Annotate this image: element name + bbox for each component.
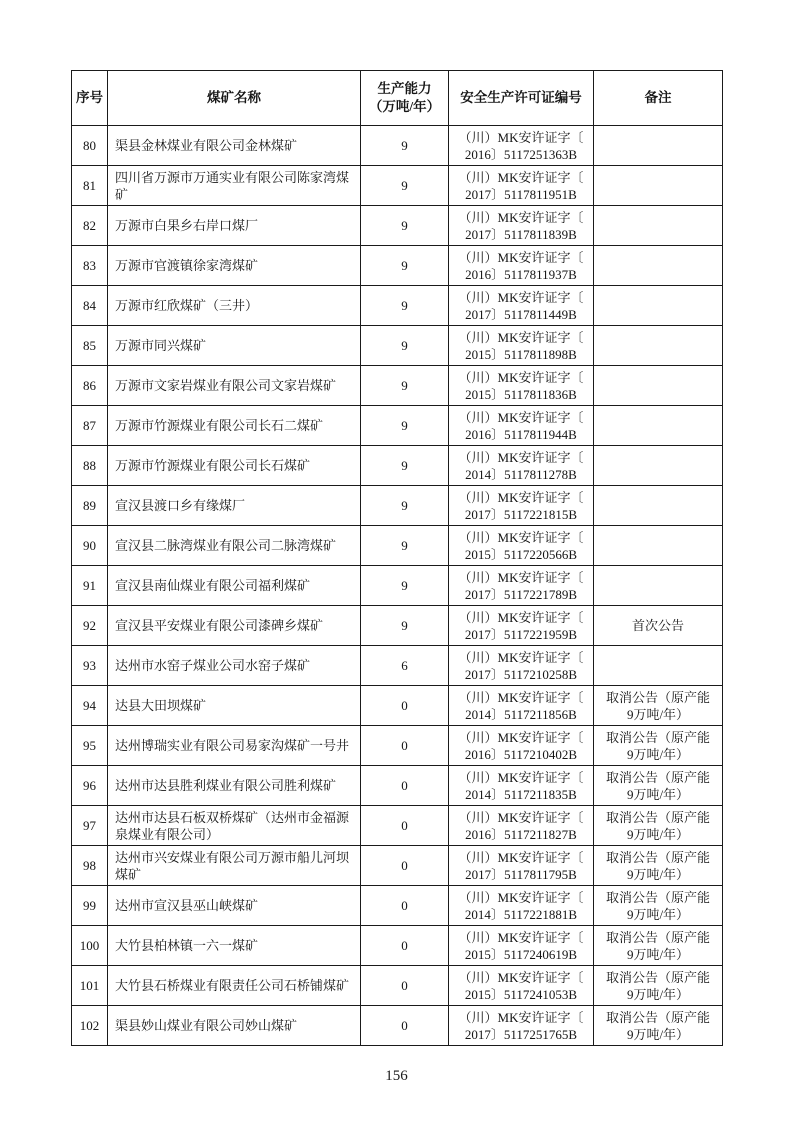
cell-remark: 取消公告（原产能9万吨/年） xyxy=(594,846,723,886)
cell-remark xyxy=(594,646,723,686)
cell-seq: 83 xyxy=(72,246,108,286)
cell-mine-name: 达州市达县胜利煤业有限公司胜利煤矿 xyxy=(108,766,361,806)
header-capacity-line2: （万吨/年） xyxy=(368,99,441,114)
cell-seq: 90 xyxy=(72,526,108,566)
cell-capacity: 9 xyxy=(361,366,449,406)
cell-mine-name: 达州市宣汉县巫山峡煤矿 xyxy=(108,886,361,926)
cell-capacity: 9 xyxy=(361,486,449,526)
cell-seq: 82 xyxy=(72,206,108,246)
page-number: 156 xyxy=(385,1068,408,1084)
cell-mine-name: 大竹县石桥煤业有限责任公司石桥铺煤矿 xyxy=(108,966,361,1006)
table-row xyxy=(72,1006,723,1046)
table-row xyxy=(72,366,723,406)
cell-remark: 首次公告 xyxy=(594,606,723,646)
cell-capacity: 9 xyxy=(361,286,449,326)
table-row xyxy=(72,246,723,286)
cell-remark xyxy=(594,406,723,446)
cell-capacity: 9 xyxy=(361,566,449,606)
cell-license: （川）MK安许证字〔 2014〕5117221881B xyxy=(449,886,594,926)
table-row xyxy=(72,446,723,486)
cell-seq: 86 xyxy=(72,366,108,406)
cell-remark xyxy=(594,326,723,366)
cell-license: （川）MK安许证字〔 2017〕5117811449B xyxy=(449,286,594,326)
cell-capacity: 0 xyxy=(361,806,449,846)
cell-remark xyxy=(594,566,723,606)
table-row xyxy=(72,326,723,366)
table-row xyxy=(72,526,723,566)
cell-seq: 89 xyxy=(72,486,108,526)
cell-mine-name: 宣汉县平安煤业有限公司漆碑乡煤矿 xyxy=(108,606,361,646)
table-row xyxy=(72,686,723,726)
cell-seq: 98 xyxy=(72,846,108,886)
table-row xyxy=(72,406,723,446)
cell-mine-name: 达州市兴安煤业有限公司万源市船儿河坝煤矿 xyxy=(108,846,361,886)
table-row xyxy=(72,606,723,646)
cell-remark xyxy=(594,126,723,166)
cell-capacity: 0 xyxy=(361,926,449,966)
cell-mine-name: 渠县金林煤业有限公司金林煤矿 xyxy=(108,126,361,166)
cell-license: （川）MK安许证字〔 2017〕5117221815B xyxy=(449,486,594,526)
cell-seq: 102 xyxy=(72,1006,108,1046)
cell-license: （川）MK安许证字〔 2014〕5117811278B xyxy=(449,446,594,486)
cell-mine-name: 万源市红欣煤矿（三井） xyxy=(108,286,361,326)
cell-license: （川）MK安许证字〔 2014〕5117211835B xyxy=(449,766,594,806)
table-row xyxy=(72,846,723,886)
table-row xyxy=(72,766,723,806)
cell-mine-name: 大竹县柏林镇一六一煤矿 xyxy=(108,926,361,966)
cell-seq: 88 xyxy=(72,446,108,486)
header-capacity xyxy=(361,71,449,126)
cell-seq: 80 xyxy=(72,126,108,166)
table-row xyxy=(72,286,723,326)
cell-seq: 99 xyxy=(72,886,108,926)
cell-mine-name: 万源市竹源煤业有限公司长石煤矿 xyxy=(108,446,361,486)
cell-license: （川）MK安许证字〔 2016〕5117811937B xyxy=(449,246,594,286)
table-row xyxy=(72,726,723,766)
cell-seq: 91 xyxy=(72,566,108,606)
table-row xyxy=(72,206,723,246)
cell-mine-name: 万源市同兴煤矿 xyxy=(108,326,361,366)
cell-license: （川）MK安许证字〔 2015〕5117241053B xyxy=(449,966,594,1006)
cell-seq: 96 xyxy=(72,766,108,806)
cell-license: （川）MK安许证字〔 2015〕5117240619B xyxy=(449,926,594,966)
cell-license: （川）MK安许证字〔 2017〕5117811951B xyxy=(449,166,594,206)
cell-mine-name: 渠县妙山煤业有限公司妙山煤矿 xyxy=(108,1006,361,1046)
cell-capacity: 0 xyxy=(361,966,449,1006)
cell-seq: 84 xyxy=(72,286,108,326)
cell-capacity: 9 xyxy=(361,166,449,206)
cell-license: （川）MK安许证字〔 2015〕5117811836B xyxy=(449,366,594,406)
cell-mine-name: 万源市竹源煤业有限公司长石二煤矿 xyxy=(108,406,361,446)
cell-mine-name: 达州博瑞实业有限公司易家沟煤矿一号井 xyxy=(108,726,361,766)
cell-license: （川）MK安许证字〔 2016〕5117211827B xyxy=(449,806,594,846)
header-capacity-line1: 生产能力 xyxy=(377,81,432,96)
cell-capacity: 9 xyxy=(361,446,449,486)
cell-mine-name: 达州市水窑子煤业公司水窑子煤矿 xyxy=(108,646,361,686)
table-row xyxy=(72,966,723,1006)
table-row xyxy=(72,806,723,846)
cell-capacity: 9 xyxy=(361,126,449,166)
cell-seq: 101 xyxy=(72,966,108,1006)
cell-capacity: 9 xyxy=(361,246,449,286)
cell-capacity: 0 xyxy=(361,886,449,926)
cell-remark: 取消公告（原产能9万吨/年） xyxy=(594,806,723,846)
cell-license: （川）MK安许证字〔 2014〕5117211856B xyxy=(449,686,594,726)
cell-license: （川）MK安许证字〔 2016〕5117251363B xyxy=(449,126,594,166)
cell-remark xyxy=(594,526,723,566)
cell-capacity: 9 xyxy=(361,606,449,646)
cell-remark: 取消公告（原产能9万吨/年） xyxy=(594,766,723,806)
cell-remark: 取消公告（原产能9万吨/年） xyxy=(594,686,723,726)
cell-remark xyxy=(594,286,723,326)
header-seq: 序号 xyxy=(72,71,108,126)
cell-license: （川）MK安许证字〔 2017〕5117251765B xyxy=(449,1006,594,1046)
cell-seq: 100 xyxy=(72,926,108,966)
cell-seq: 81 xyxy=(72,166,108,206)
table-header-row xyxy=(72,71,723,126)
cell-capacity: 0 xyxy=(361,686,449,726)
table-row xyxy=(72,566,723,606)
cell-seq: 95 xyxy=(72,726,108,766)
cell-capacity: 6 xyxy=(361,646,449,686)
cell-seq: 92 xyxy=(72,606,108,646)
cell-remark: 取消公告（原产能9万吨/年） xyxy=(594,926,723,966)
cell-capacity: 0 xyxy=(361,1006,449,1046)
header-mine-name: 煤矿名称 xyxy=(108,71,361,126)
cell-license: （川）MK安许证字〔 2016〕5117210402B xyxy=(449,726,594,766)
cell-license: （川）MK安许证字〔 2017〕5117811839B xyxy=(449,206,594,246)
cell-remark: 取消公告（原产能9万吨/年） xyxy=(594,726,723,766)
cell-seq: 97 xyxy=(72,806,108,846)
table-row xyxy=(72,646,723,686)
cell-remark: 取消公告（原产能9万吨/年） xyxy=(594,966,723,1006)
cell-remark xyxy=(594,366,723,406)
cell-mine-name: 达州市达县石板双桥煤矿（达州市金福源泉煤业有限公司） xyxy=(108,806,361,846)
cell-mine-name: 达县大田坝煤矿 xyxy=(108,686,361,726)
cell-license: （川）MK安许证字〔 2017〕5117210258B xyxy=(449,646,594,686)
cell-mine-name: 万源市文家岩煤业有限公司文家岩煤矿 xyxy=(108,366,361,406)
cell-capacity: 0 xyxy=(361,846,449,886)
cell-mine-name: 万源市白果乡右岸口煤厂 xyxy=(108,206,361,246)
cell-capacity: 0 xyxy=(361,766,449,806)
coal-mine-table xyxy=(71,70,723,1046)
cell-capacity: 9 xyxy=(361,406,449,446)
cell-capacity: 9 xyxy=(361,326,449,366)
table-row xyxy=(72,926,723,966)
cell-seq: 93 xyxy=(72,646,108,686)
cell-remark xyxy=(594,166,723,206)
cell-remark: 取消公告（原产能9万吨/年） xyxy=(594,886,723,926)
cell-mine-name: 四川省万源市万通实业有限公司陈家湾煤矿 xyxy=(108,166,361,206)
cell-license: （川）MK安许证字〔 2015〕5117220566B xyxy=(449,526,594,566)
header-license: 安全生产许可证编号 xyxy=(449,71,594,126)
document-page xyxy=(71,70,722,1046)
table-row xyxy=(72,486,723,526)
cell-capacity: 0 xyxy=(361,726,449,766)
cell-mine-name: 宣汉县渡口乡有缘煤厂 xyxy=(108,486,361,526)
cell-mine-name: 宣汉县南仙煤业有限公司福利煤矿 xyxy=(108,566,361,606)
cell-capacity: 9 xyxy=(361,206,449,246)
header-remark: 备注 xyxy=(594,71,723,126)
cell-license: （川）MK安许证字〔 2017〕5117221959B xyxy=(449,606,594,646)
cell-remark xyxy=(594,446,723,486)
cell-seq: 85 xyxy=(72,326,108,366)
cell-seq: 87 xyxy=(72,406,108,446)
cell-license: （川）MK安许证字〔 2016〕5117811944B xyxy=(449,406,594,446)
cell-license: （川）MK安许证字〔 2015〕5117811898B xyxy=(449,326,594,366)
table-row xyxy=(72,126,723,166)
cell-mine-name: 万源市官渡镇徐家湾煤矿 xyxy=(108,246,361,286)
table-row xyxy=(72,166,723,206)
cell-remark xyxy=(594,246,723,286)
cell-remark xyxy=(594,486,723,526)
cell-seq: 94 xyxy=(72,686,108,726)
cell-capacity: 9 xyxy=(361,526,449,566)
cell-remark: 取消公告（原产能9万吨/年） xyxy=(594,1006,723,1046)
cell-remark xyxy=(594,206,723,246)
cell-mine-name: 宣汉县二脉湾煤业有限公司二脉湾煤矿 xyxy=(108,526,361,566)
cell-license: （川）MK安许证字〔 2017〕5117811795B xyxy=(449,846,594,886)
table-row xyxy=(72,886,723,926)
cell-license: （川）MK安许证字〔 2017〕5117221789B xyxy=(449,566,594,606)
